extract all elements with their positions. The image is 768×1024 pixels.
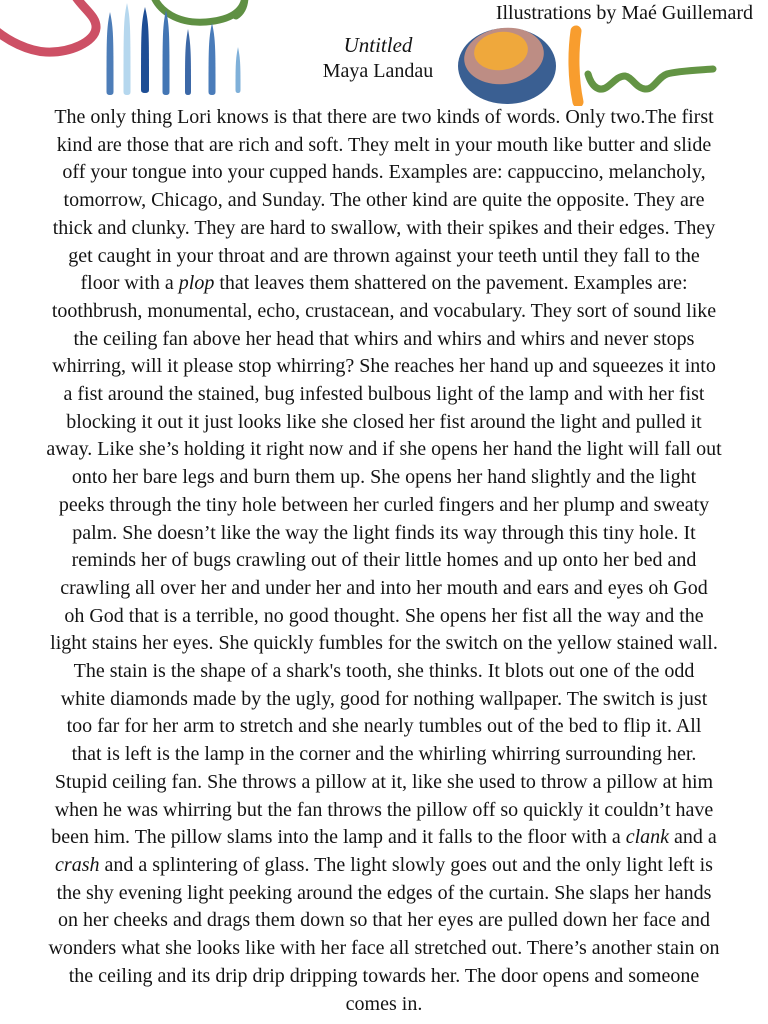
story-line: The stain is the shape of a shark's tooth, she thinks. It blots out one of the odd <box>73 660 695 683</box>
story-line: comes in. <box>345 992 423 1015</box>
story-line: the ceiling fan above her head that whirs and whirs and whirs and never stops <box>73 327 695 350</box>
blue-brush-stroke <box>124 3 131 95</box>
story-line: away. Like she’s holding it right now and if she opens her hand the light will fall out <box>46 438 722 461</box>
story-line: kind are those that are rich and soft. They melt in your mouth like butter and slide <box>56 133 712 156</box>
story-line: oh God that is a terrible, no good thought. She opens her fist all the way and the <box>64 604 704 627</box>
story-line: reminds her of bugs crawling out of their little homes and up onto her bed and <box>71 549 697 572</box>
story-line: wonders what she looks like with her face all stretched out. There’s another stain on <box>48 937 720 960</box>
blue-brush-stroke <box>141 7 149 93</box>
blue-brush-stroke <box>163 10 170 95</box>
story-text <box>0 104 768 1018</box>
story-line: off your tongue into your cupped hands. Examples are: cappuccino, melancholy, <box>62 161 706 184</box>
story-line: too far for her arm to stretch and she nearly tumbles out of the bed to flip it. All <box>66 715 702 738</box>
story-line: crawling all over her and under her and into her mouth and ears and eyes oh God <box>60 576 708 599</box>
story-line: thick and clunky. They are hard to swallow, with their spikes and their edges. They <box>52 216 716 239</box>
story-line: get caught in your throat and are thrown against your teeth until they fall to the <box>68 244 700 267</box>
blue-brush-stroke <box>236 47 241 93</box>
pink-squiggle-illustration <box>0 0 96 52</box>
page-title: Untitled <box>343 33 413 57</box>
story-line: The only thing Lori knows is that there are two kinds of words. Only two.The first <box>54 106 714 128</box>
story-line: crash and a splintering of glass. The light slowly goes out and the only light left is <box>55 853 713 876</box>
blue-brush-stroke <box>209 23 216 95</box>
story-line: tomorrow, Chicago, and Sunday. The other kind are quite the opposite. They are <box>63 189 705 212</box>
story-line: the ceiling and its drip drip dripping towards her. The door opens and someone <box>68 964 700 987</box>
story-line: Stupid ceiling fan. She throws a pillow at it, like she used to throw a pillow at him <box>54 770 714 793</box>
story-line: the shy evening light peeking around the edges of the curtain. She slaps her hands <box>56 881 712 904</box>
story-line: when he was whirring but the fan throws the pillow off so quickly it couldn’t have <box>54 798 714 821</box>
page-header <box>0 0 768 104</box>
blue-brush-stroke <box>107 12 114 95</box>
story-line: palm. She doesn’t like the way the light finds its way through this tiny hole. It <box>72 521 696 544</box>
story-line: light stains her eyes. She quickly fumbles for the switch on the yellow stained wall. <box>50 632 718 655</box>
story-line: whirring, will it please stop whirring? She reaches her hand up and squeezes it into <box>52 355 716 378</box>
blue-brush-stroke <box>185 29 191 95</box>
story-line: onto her bare legs and burn them up. She opens her hand slightly and the light <box>71 466 697 489</box>
green-wave-illustration <box>588 69 713 89</box>
illustrator-credit: Illustrations by Maé Guillemard <box>495 2 753 24</box>
story-line: white diamonds made by the ugly, good for nothing wallpaper. The switch is just <box>60 687 708 710</box>
story-line: blocking it out it just looks like she closed her fist around the light and pulled it <box>66 410 702 433</box>
story-line: been him. The pillow slams into the lamp and it falls to the floor with a clank and a <box>51 826 717 849</box>
story-line: a fist around the stained, bug infested bulbous light of the lamp and with her fist <box>63 383 705 406</box>
orange-stroke-illustration <box>574 31 578 102</box>
story-line: that is left is the lamp in the corner and the whirling whirring surrounding her. <box>71 743 697 766</box>
author-name: Maya Landau <box>322 60 434 82</box>
story-line: on her cheeks and drags them down so that her eyes are pulled down her face and <box>58 909 710 932</box>
story-line: peeks through the tiny hole between her curled fingers and her plump and sweaty <box>58 493 710 516</box>
story-line: toothbrush, monumental, echo, crustacean, and vocabulary. They sort of sound like <box>51 299 717 322</box>
story-line: floor with a plop that leaves them shattered on the pavement. Examples are: <box>80 272 688 295</box>
